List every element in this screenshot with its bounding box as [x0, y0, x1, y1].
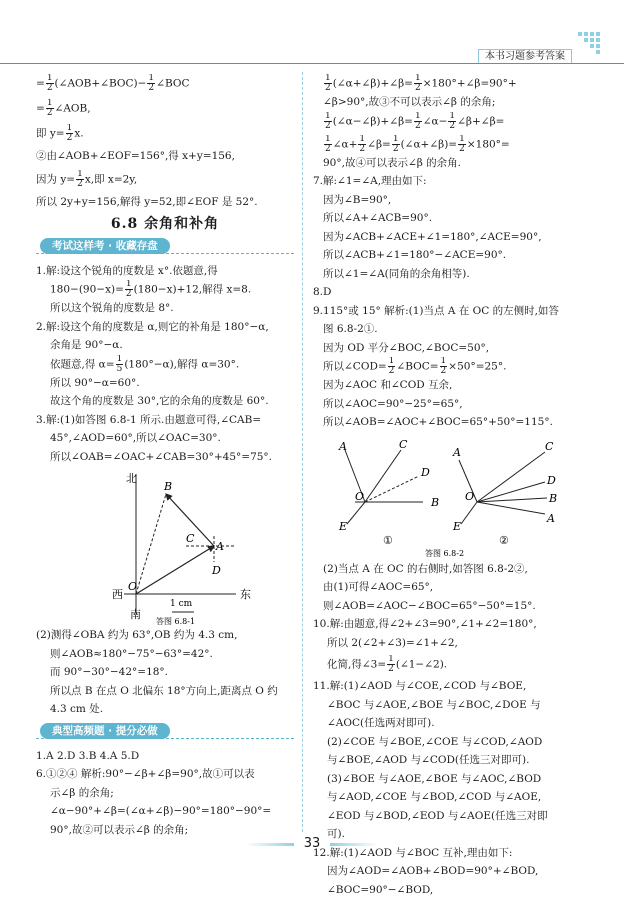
answer-line: (2)测得∠OBA 约为 63°,OB 约为 4.3 cm, [36, 626, 294, 645]
answer-line: $\frac{1}{2}$ ∠α+ $\frac{1}{2}$ ∠β= $\frac{1}{2}$ (∠α+∠β)= $\frac{1}{2}$ ×180°= [313, 135, 581, 154]
label-east: 东 [240, 588, 251, 601]
page-number: 33 [0, 836, 624, 851]
figure-part-1 [338, 438, 439, 547]
header-rule [0, 63, 624, 64]
answer-line: 余角是 90°−α. [36, 336, 294, 355]
ray-OE [461, 502, 477, 524]
answer-line: 4.3 cm 处. [36, 700, 294, 719]
figure-6-8-2 [313, 432, 581, 560]
text-line: 所以 2y+y=156,解得 y=52,即∠EOF 是 52°. [36, 193, 294, 212]
text-line: = $\frac{1}{2}$ ∠AOB, [36, 99, 294, 118]
answer-line: 所以∠AOC=90°−25°=65°, [313, 395, 581, 414]
ray-OA [477, 502, 545, 514]
answer-line: 故这个角的度数是 30°,它的余角的度数是 60°. [36, 392, 294, 411]
figure-caption: 答图 6.8-1 [156, 616, 195, 626]
answer-line: 因为∠ACB+∠ACE+∠1=180°,∠ACE=90°, [313, 228, 581, 247]
label-E: E [452, 520, 461, 533]
answer-line: 所以点 B 在点 O 北偏东 18°方向上,距离点 O 约 [36, 682, 294, 701]
left-column [36, 74, 294, 839]
label-B: B [163, 480, 172, 493]
answer-line: 9.115°或 15° 解析:(1)当点 A 在 OC 的左侧时,如答 [313, 302, 581, 321]
section-banner: 典型高频题 · 提分必做 [36, 723, 294, 741]
right-column [313, 74, 581, 899]
label-E: E [338, 520, 347, 533]
answer-line: 1.解:设这个锐角的度数是 x°.依题意,得 [36, 262, 294, 281]
answer-line: 因为∠B=90°, [313, 191, 581, 210]
ray-OC [365, 450, 401, 502]
answer-line: 45°,∠AOD=60°,所以∠OAC=30°. [36, 429, 294, 448]
label-A: A [338, 440, 347, 453]
answer-line: 化简,得∠3= $\frac{1}{2}$ (∠1−∠2). [313, 655, 581, 674]
answer-line: 2.解:设这个角的度数是 α,则它的补角是 180°−α, [36, 318, 294, 337]
label-D: D [546, 474, 556, 487]
text-line: = $\frac{1}{2}$ (∠AOB+∠BOC)− $\frac{1}{2}$ ∠BOC [36, 74, 294, 93]
answer-line: 8.D [313, 283, 581, 302]
label-D: D [420, 466, 430, 479]
label-C: C [545, 440, 554, 453]
answer-line: 所以∠A+∠ACB=90°. [313, 209, 581, 228]
answer-line: ∠EOD 与∠BOD,∠EOD 与∠AOE(任选三对即 [313, 807, 581, 826]
answer-line: ∠β>90°,故③不可以表示∠β 的余角; [313, 93, 581, 112]
answer-line: 因为∠AOC 和∠COD 互余, [313, 376, 581, 395]
text-line: 因为 y= $\frac{1}{2}$ x,即 x=2y, [36, 170, 294, 189]
figure-marker-1: ① [383, 534, 393, 547]
answer-line: 所以 90°−α=60°. [36, 374, 294, 393]
label-west: 西 [112, 588, 123, 601]
label-B: B [548, 492, 557, 505]
section-banner: 考试这样考 · 收藏存盘 [36, 238, 294, 256]
label-O: O [355, 490, 364, 503]
segment-OA [136, 546, 214, 594]
ray-OE [347, 502, 365, 524]
answer-line: 所以 2(∠2+∠3)=∠1+∠2, [313, 634, 581, 653]
answer-line: 1.A 2.D 3.B 4.A 5.D [36, 747, 294, 766]
label-A: A [452, 446, 461, 459]
answer-line: 可). [313, 825, 581, 844]
ray-OD [365, 476, 419, 502]
answer-line: 10.解:由题意,得∠2+∠3=90°,∠1+∠2=180°, [313, 615, 581, 634]
label-north: 北 [126, 472, 137, 485]
answer-line: 与∠AOD,∠COE 与∠BOD,∠COD 与∠AOE, [313, 788, 581, 807]
answer-line: 12.解:(1)∠AOD 与∠BOC 互补,理由如下: [313, 844, 581, 863]
answer-line: ∠BOC=90°−∠BOD, [313, 881, 581, 899]
label-C: C [186, 532, 195, 545]
answer-line: $\frac{1}{2}$ (∠α−∠β)+∠β= $\frac{1}{2}$ ∠α− $\frac{1}{2}$ ∠β+∠β= [313, 112, 581, 131]
label-south: 南 [130, 608, 141, 621]
answer-line: 180−(90−x)= $\frac{1}{2}$ (180−x)+12,解得 x=8. [36, 280, 294, 299]
label-O: O [465, 490, 474, 503]
label-D: D [211, 564, 221, 577]
answer-line: 11.解:(1)∠AOD 与∠COE,∠COD 与∠BOE, [313, 677, 581, 696]
answer-line: 6.①②④ 解析:90°−∠β+∠β=90°,故①可以表 [36, 765, 294, 784]
header-tab: 本书习题参考答案 [478, 49, 572, 64]
label-O: O [128, 580, 137, 593]
column-divider [302, 72, 303, 832]
answer-line: 90°,故④可以表示∠β 的余角. [313, 154, 581, 173]
label-C: C [399, 438, 408, 451]
answer-line: 3.解:(1)如答图 6.8-1 所示.由题意可得,∠CAB= [36, 411, 294, 430]
label-A: A [215, 540, 224, 553]
answer-line: 因为 OD 平分∠BOC,∠BOC=50°, [313, 339, 581, 358]
scale-label: 1 cm [170, 599, 193, 609]
answer-line: ∠AOC(任选两对即可). [313, 714, 581, 733]
answer-line: 则∠AOB≈180°−75°−63°=42°. [36, 645, 294, 664]
answer-line: (3)∠BOE 与∠AOE,∠BOE 与∠AOC,∠BOD [313, 770, 581, 789]
answer-line: 所以这个锐角的度数是 8°. [36, 299, 294, 318]
label-B: B [430, 496, 439, 509]
answer-line: $\frac{1}{2}$ (∠α+∠β)+∠β= $\frac{1}{2}$ ×180°+∠β=90°+ [313, 74, 581, 93]
answer-line: 因为∠AOD=∠AOB+∠BOD=90°+∠BOD, [313, 862, 581, 881]
figure-part-2 [452, 440, 557, 547]
answer-line: ∠BOC 与∠AOE,∠BOE 与∠BOC,∠DOE 与 [313, 696, 581, 715]
answer-line: 而 90°−30°−42°=18°. [36, 663, 294, 682]
answer-line: 依题意,得 α= $\frac{1}{5}$ (180°−α),解得 α=30°. [36, 355, 294, 374]
answer-line: 则∠AOB=∠AOC−∠BOC=65°−50°=15°. [313, 597, 581, 616]
answer-line: 示∠β 的余角; [36, 784, 294, 803]
figure-caption: 答图 6.8-2 [425, 548, 464, 558]
answer-line: 90°,故②可以表示∠β 的余角; [36, 821, 294, 840]
figure-marker-2: ② [499, 534, 509, 547]
section-title: 6.8 余角和补角 [36, 215, 294, 234]
answer-line: 所以∠ACB+∠1=180°−∠ACE=90°. [313, 246, 581, 265]
answer-line: 所以∠AOB=∠AOC+∠BOC=65°+50°=115°. [313, 413, 581, 432]
answer-line: ∠α−90°+∠β=(∠α+∠β)−90°=180°−90°= [36, 802, 294, 821]
text-line: 即 y= $\frac{1}{2}$ x. [36, 124, 294, 143]
answer-line: (2)∠COE 与∠BOE,∠COE 与∠COD,∠AOD [313, 733, 581, 752]
answer-line: 由(1)可得∠AOC=65°, [313, 578, 581, 597]
figure-6-8-1 [36, 466, 294, 626]
answer-line: 所以∠OAB=∠OAC+∠CAB=30°+45°=75°. [36, 448, 294, 467]
answer-line: (2)当点 A 在 OC 的右侧时,如答图 6.8-2②, [313, 560, 581, 579]
label-A2: A [546, 512, 555, 525]
answer-line: 所以∠COD= $\frac{1}{2}$ ∠BOC= $\frac{1}{2}$ ×50°=25°. [313, 357, 581, 376]
answer-line: 7.解:∠1=∠A,理由如下: [313, 172, 581, 191]
answer-line: 图 6.8-2①. [313, 320, 581, 339]
answer-line: 与∠BOE,∠AOD 与∠COD(任选三对即可). [313, 751, 581, 770]
header-dots-decoration [576, 30, 604, 62]
answer-line: 所以∠1=∠A(同角的余角相等). [313, 265, 581, 284]
text-line: ②由∠AOB+∠EOF=156°,得 x+y=156, [36, 147, 294, 166]
ray-OC [477, 452, 545, 502]
